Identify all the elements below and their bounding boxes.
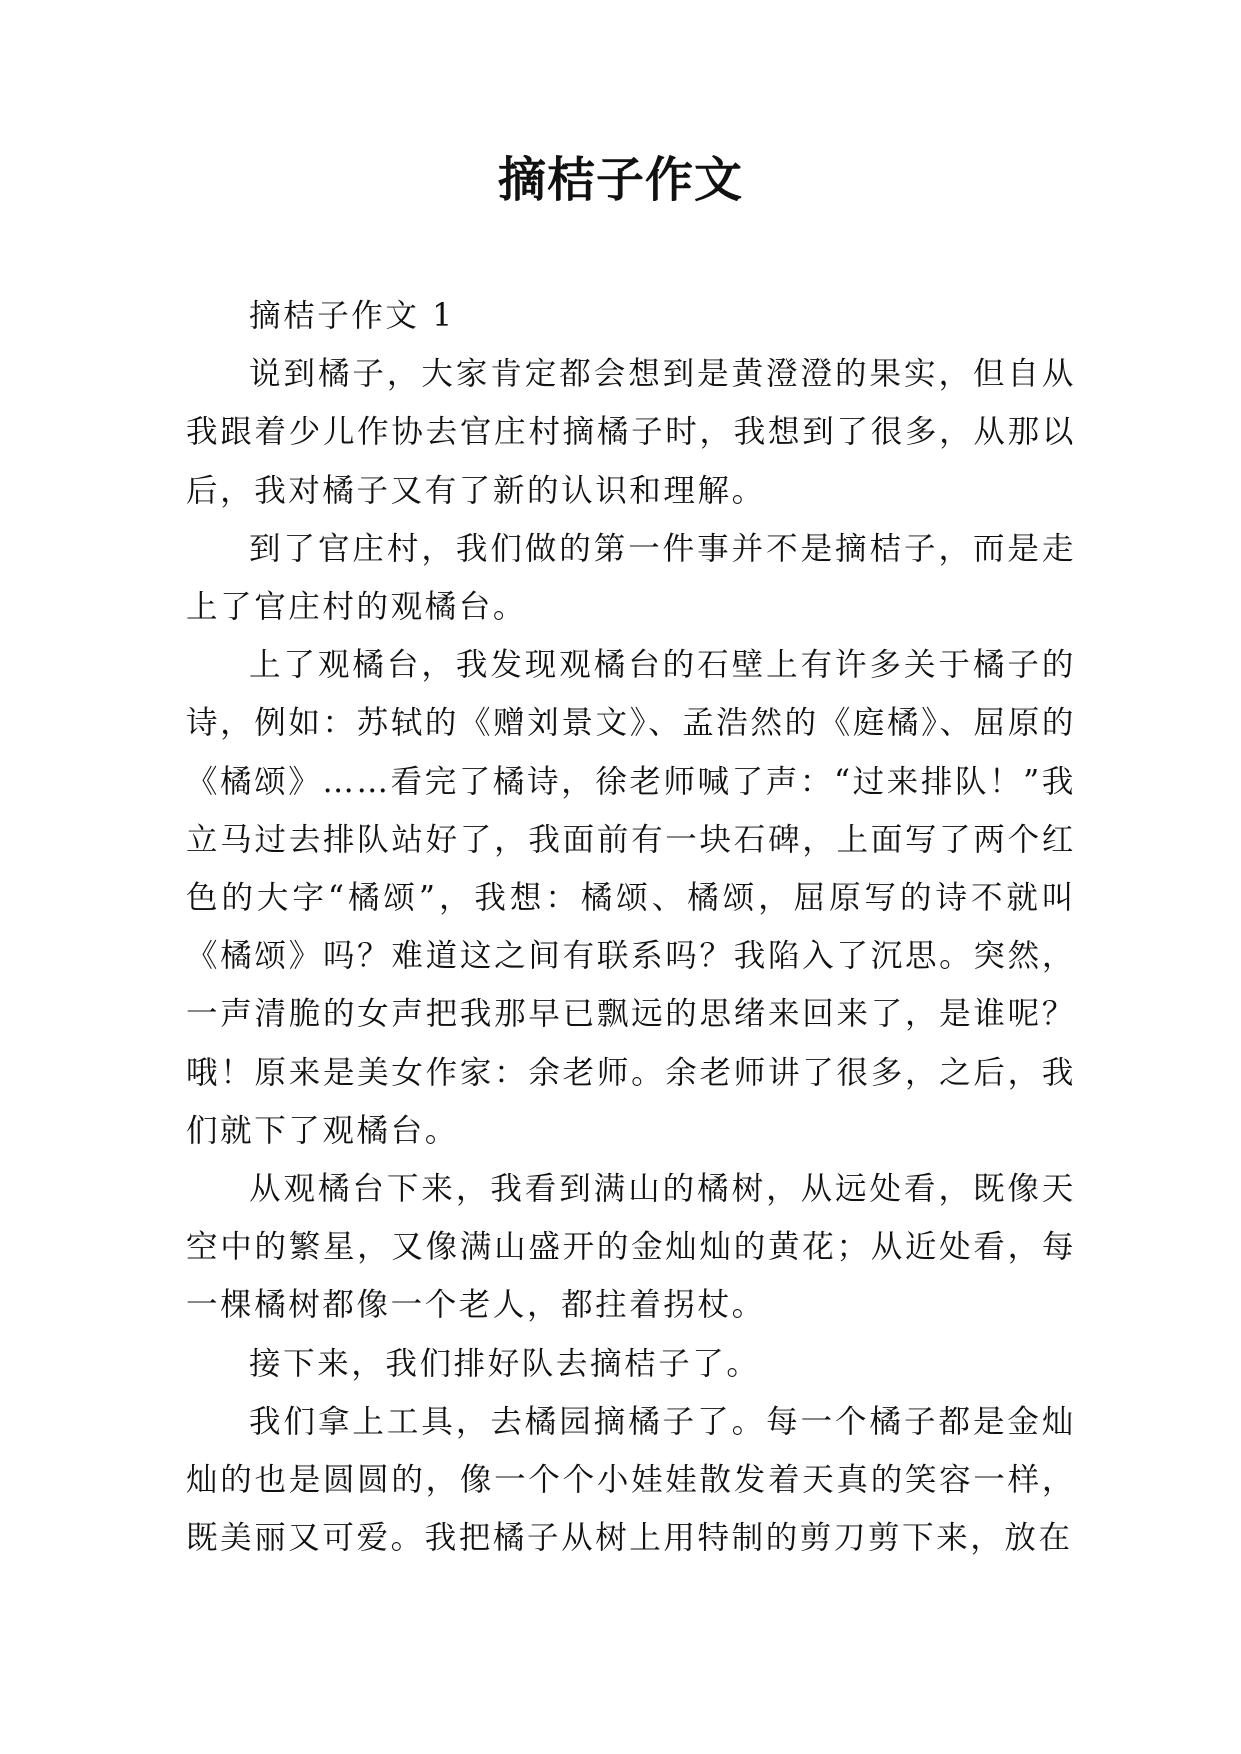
paragraph: 到了官庄村，我们做的第一件事并不是摘桔子，而是走上了官庄村的观橘台。 <box>186 530 1076 626</box>
paragraph: 说到橘子，大家肯定都会想到是黄澄澄的果实，但自从我跟着少儿作协去官庄村摘橘子时，我想到了很多，从那以后，我对橘子又有了新的认识和理解。 <box>186 356 1076 509</box>
paragraph: 上了观橘台，我发现观橘台的石壁上有许多关于橘子的诗，例如：苏轼的《赠刘景文》、孟浩然的《庭橘》、屈原的《橘颂》……看完了橘诗，徐老师喊了声：“过来排队！”我立马过去排队站好了，我面前有一块石碑，上面写了两个红色的大字“橘颂”，我想：橘颂、橘颂，屈原写的诗不就叫《橘颂》吗？难道这之间有联系吗？我陷入了沉思。突然，一声清脆的女声把我那早已飘远的思绪来回来了，是谁呢？哦！原来是美女作家：余老师。余老师讲了很多，之后，我们就下了观橘台。 <box>186 647 1076 1149</box>
document-title: 摘桔子作文 <box>497 152 743 208</box>
paragraph: 接下来，我们排好队去摘桔子了。 <box>249 1345 761 1382</box>
paragraph: 从观橘台下来，我看到满山的橘树，从远处看，既像天空中的繁星，又像满山盛开的金灿灿的黄花；从近处看，每一棵橘树都像一个老人，都拄着拐杖。 <box>186 1171 1076 1324</box>
document-body <box>186 287 1076 1567</box>
paragraph: 我们拿上工具，去橘园摘橘子了。每一个橘子都是金灿灿的也是圆圆的，像一个个小娃娃散发着天真的笑容一样，既美丽又可爱。我把橘子从树上用特制的剪刀剪下来，放在 <box>186 1403 1076 1557</box>
section-heading: 摘桔子作文 1 <box>249 298 455 334</box>
